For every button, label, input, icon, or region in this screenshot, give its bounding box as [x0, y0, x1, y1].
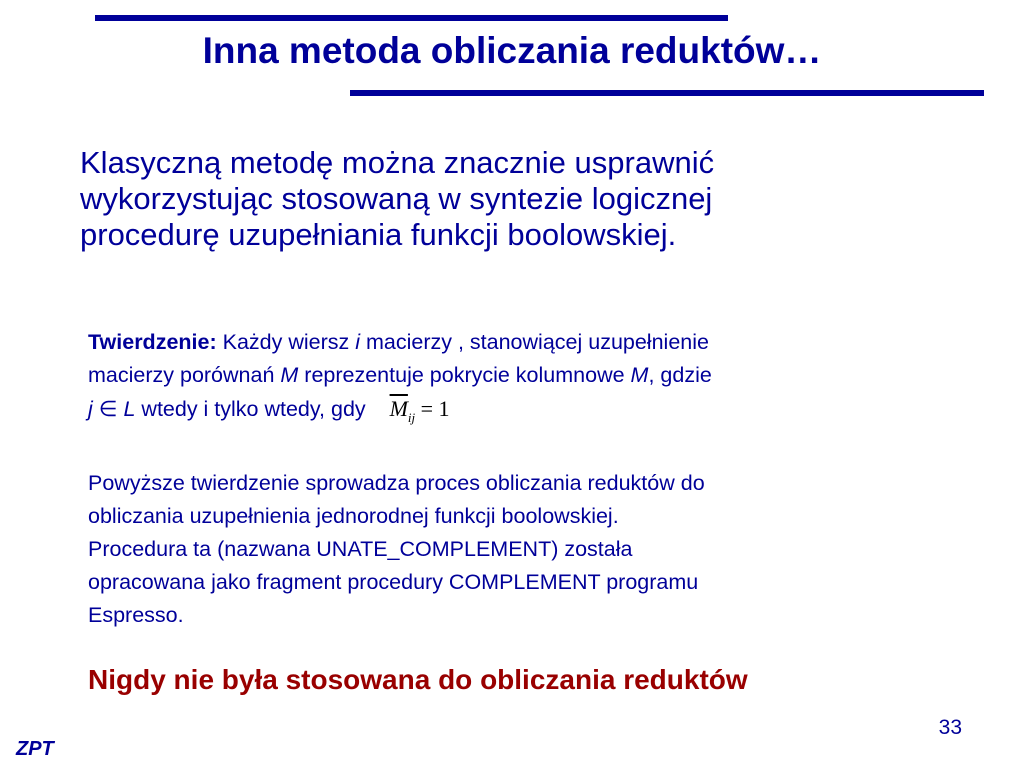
var-i: i: [355, 330, 361, 354]
paragraph-line: Espresso.: [88, 603, 184, 627]
formula-equals-one: = 1: [415, 396, 450, 421]
paragraph-line: Powyższe twierdzenie sprowadza proces obliczania reduktów do: [88, 471, 705, 495]
formula-m-bar: $\overline{M}$: [389, 396, 408, 421]
title-rule-top: [95, 15, 728, 21]
page-number: 33: [938, 716, 962, 739]
intro-line: procedurę uzupełniania funkcji boolowskiej.: [80, 217, 677, 252]
intro-line: wykorzystując stosowaną w syntezie logicznej: [80, 181, 713, 216]
formula: [389, 396, 450, 425]
var-L: L: [123, 397, 136, 421]
conclusion-text: Nigdy nie była stosowana do obliczania reduktów: [88, 664, 748, 695]
intro-line: Klasyczną metodę można znacznie usprawnić: [80, 145, 715, 180]
paragraph-line: opracowana jako fragment procedury COMPLEMENT programu: [88, 570, 699, 594]
element-of-symbol: ∈: [92, 397, 124, 421]
paragraph-line: Procedura ta (nazwana UNATE_COMPLEMENT) została: [88, 537, 633, 561]
var-M: M: [280, 363, 299, 387]
slide-title: Inna metoda obliczania reduktów…: [202, 30, 822, 71]
theorem-line-2: macierzy porównań M reprezentuje pokrycie kolumnowe M, gdzie: [88, 363, 712, 387]
theorem-line-3: j ∈ L wtedy i tylko wtedy, gdy $\overline{M}_{ij} = 1$: [88, 396, 450, 425]
footer-label: ZPT: [16, 738, 54, 760]
formula-subscript: ij: [407, 410, 416, 425]
theorem-line-1: Twierdzenie: Każdy wiersz i macierzy , stanowiącej uzupełnienie: [88, 330, 709, 354]
var-M: M: [630, 363, 649, 387]
intro-text: [80, 145, 980, 253]
var-j: j: [88, 397, 93, 421]
title-rule-bottom: [350, 90, 984, 96]
theorem-box: [88, 326, 968, 632]
paragraph-line: obliczania uzupełnienia jednorodnej funkcji boolowskiej.: [88, 504, 619, 528]
theorem-label: Twierdzenie:: [88, 330, 217, 354]
